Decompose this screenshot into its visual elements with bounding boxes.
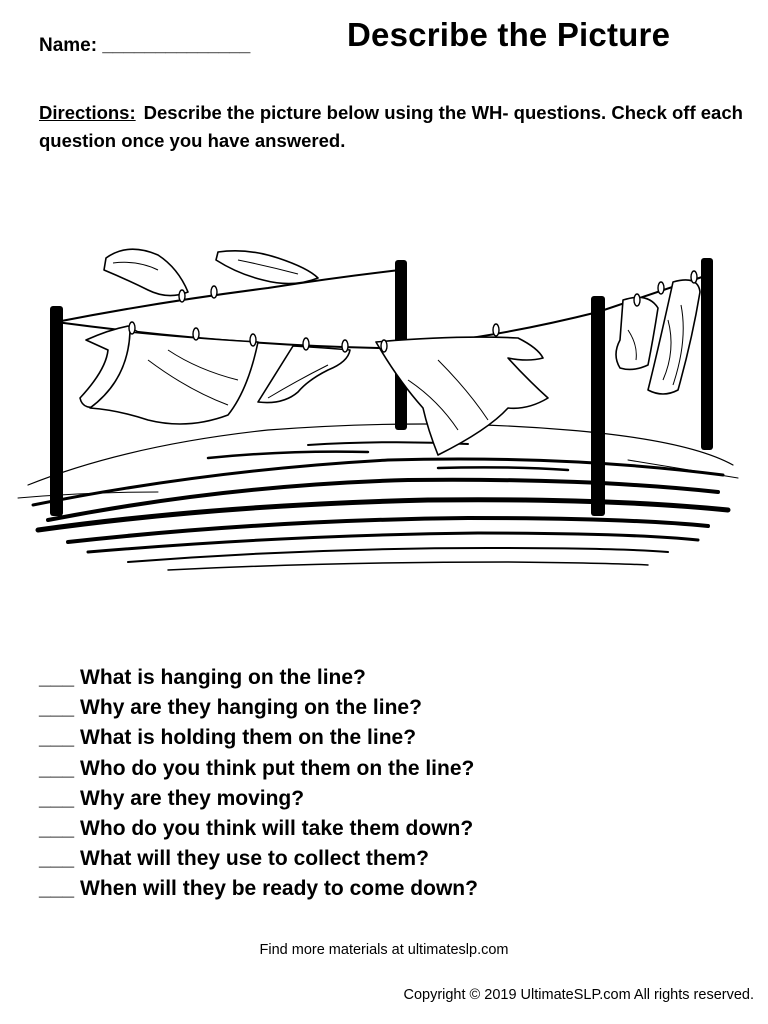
question-item — [39, 693, 478, 723]
question-text: What is holding them on the line? — [80, 726, 417, 750]
question-text: What will they use to collect them? — [80, 847, 429, 871]
question-text: Who do you think put them on the line? — [80, 756, 475, 780]
check-blank: ___ — [39, 817, 75, 841]
question-text: Why are they hanging on the line? — [80, 696, 422, 720]
copyright-notice: Copyright © 2019 UltimateSLP.com All rights reserved. — [403, 987, 754, 1003]
question-item — [39, 844, 478, 874]
page-title: Describe the Picture — [347, 16, 671, 53]
question-text: Why are they moving? — [80, 786, 305, 810]
question-text: Who do you think will take them down? — [80, 817, 474, 841]
question-item — [39, 874, 478, 904]
check-blank: ___ — [39, 666, 75, 689]
check-blank: ___ — [39, 756, 75, 780]
question-item — [39, 784, 478, 814]
check-blank: ___ — [39, 847, 75, 871]
directions-text: Describe the picture below using the WH- questions. Check off each question once you have answered. — [39, 102, 743, 151]
check-blank: ___ — [39, 726, 75, 750]
check-blank: ___ — [39, 696, 75, 720]
question-checklist — [39, 663, 478, 905]
name-field-label: Name: ______________ — [39, 35, 251, 56]
question-item — [39, 723, 478, 753]
directions — [39, 99, 751, 155]
question-text: What is hanging on the line? — [80, 666, 366, 689]
check-blank: ___ — [39, 786, 75, 810]
directions-label: Directions: — [39, 102, 136, 123]
question-item — [39, 754, 478, 784]
clothesline-illustration — [8, 230, 748, 590]
check-blank: ___ — [39, 877, 75, 901]
ground-shading — [18, 424, 738, 570]
question-item — [39, 663, 478, 693]
more-materials-note: Find more materials at ultimateslp.com — [259, 942, 509, 958]
question-item — [39, 814, 478, 844]
question-text: When will they be ready to come down? — [80, 877, 478, 901]
